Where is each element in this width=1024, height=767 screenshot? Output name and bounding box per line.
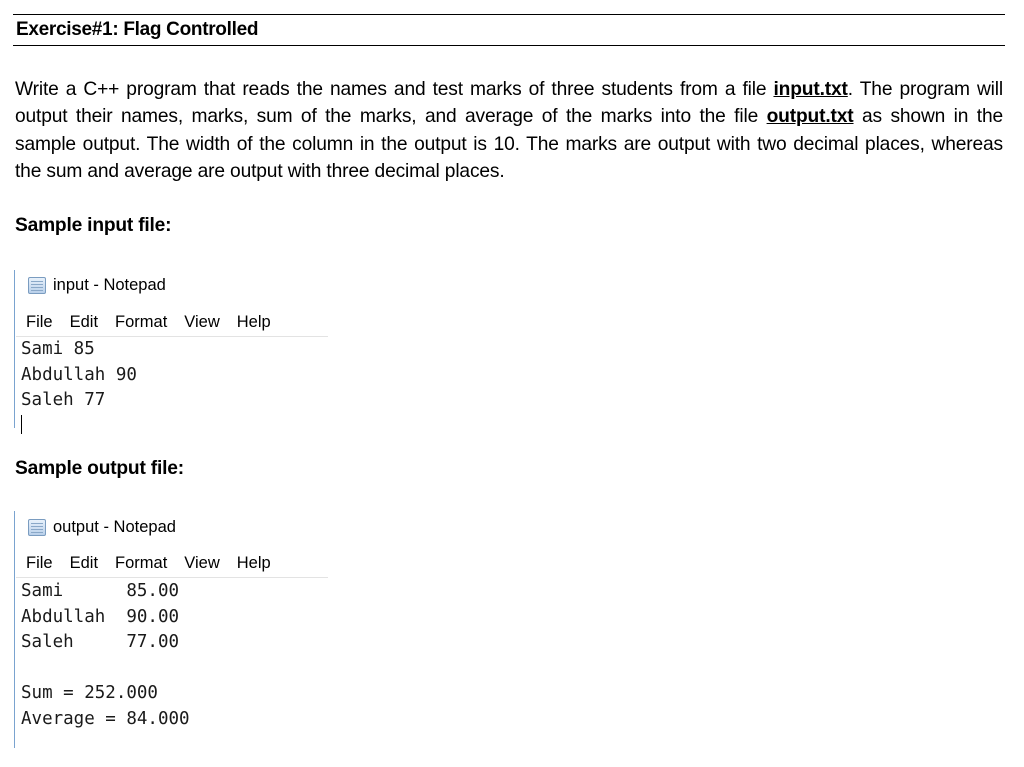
exercise-title: Exercise#1: Flag Controlled xyxy=(16,19,259,40)
instructions-text-3: as shown in the sample output. The width of the column in the output is 10. The marks are output with two decimal places, whereas the sum and average are output with three decimal places. xyxy=(15,106,1004,182)
menu-help[interactable]: Help xyxy=(236,554,271,572)
menu-format[interactable]: Format xyxy=(115,313,168,331)
menu-edit[interactable]: Edit xyxy=(69,313,99,331)
instructions-paragraph xyxy=(15,76,1003,185)
text-line: Abdullah 90 xyxy=(21,364,137,385)
text-line: Sami 85 xyxy=(21,339,95,359)
top-rule xyxy=(13,14,1005,15)
instructions-text-1: Write a C++ program that reads the names and test marks of three students from a file xyxy=(15,79,774,100)
text-line: Average = 84.000 xyxy=(21,708,190,729)
notepad-icon xyxy=(28,519,46,536)
menu-bar xyxy=(26,313,288,332)
text-line: Saleh 77 xyxy=(21,390,106,410)
window-titlebar xyxy=(28,518,176,537)
window-title: output - Notepad xyxy=(53,518,176,536)
text-line: Sum = 252.000 xyxy=(21,683,158,703)
text-caret xyxy=(21,415,22,434)
input-notepad-window xyxy=(14,270,334,430)
menu-edit[interactable]: Edit xyxy=(69,554,99,572)
title-rule xyxy=(13,45,1005,46)
window-left-border xyxy=(14,270,15,428)
sample-input-heading: Sample input file: xyxy=(15,215,172,236)
text-line: Saleh 77.00 xyxy=(21,632,180,652)
window-left-border xyxy=(14,511,15,748)
window-title: input - Notepad xyxy=(53,276,166,294)
menu-divider xyxy=(16,577,328,578)
menu-bar xyxy=(26,554,288,573)
menu-file[interactable]: File xyxy=(26,313,53,331)
text-line: Abdullah 90.00 xyxy=(21,606,180,627)
output-notepad-window xyxy=(14,511,334,751)
window-titlebar xyxy=(28,276,166,295)
menu-view[interactable]: View xyxy=(184,554,220,572)
output-file-name: output.txt xyxy=(766,106,854,128)
instructions-text-2: . The program will output their names, marks, sum of the marks, and average of the marks into the file xyxy=(15,79,1003,128)
text-area[interactable] xyxy=(21,579,190,732)
text-line xyxy=(21,656,190,682)
menu-format[interactable]: Format xyxy=(115,554,168,572)
menu-view[interactable]: View xyxy=(184,313,220,331)
input-file-name: input.txt xyxy=(773,79,848,100)
menu-file[interactable]: File xyxy=(26,554,53,572)
notepad-icon xyxy=(28,277,46,294)
text-area[interactable] xyxy=(21,337,137,432)
text-line: Sami 85.00 xyxy=(21,581,180,601)
sample-output-heading: Sample output file: xyxy=(15,458,184,479)
text-caret-line xyxy=(21,414,137,432)
menu-help[interactable]: Help xyxy=(236,313,271,331)
